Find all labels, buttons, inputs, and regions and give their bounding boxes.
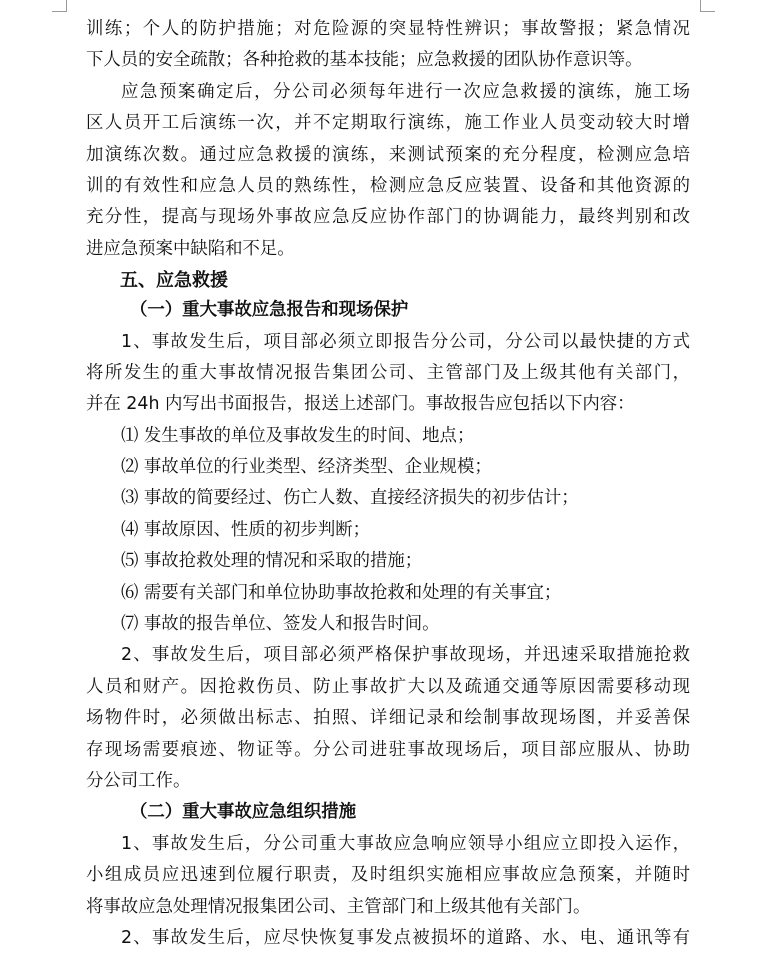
text-line: 训练；个人的防护措施；对危险源的突显特性辨识；事故警报；紧急情况 xyxy=(86,19,690,39)
text-line: 并在 24h 内写出书面报告，报送上述部门。事故报告应包括以下内容： xyxy=(86,394,635,415)
list-item: ⑺ 事故的报告单位、签发人和报告时间。 xyxy=(121,614,440,635)
text-line: 1、事故发生后，分公司重大事故应急响应领导小组应立即投入运作， xyxy=(121,833,690,854)
list-item: ⑸ 事故抢救处理的情况和采取的措施； xyxy=(121,551,423,572)
text-line: 训的有效性和应急人员的熟练性，检测应急反应装置、设备和其他资源的 xyxy=(86,175,690,196)
page-corner-mark-left xyxy=(52,0,67,12)
text-line: 2、事故发生后，应尽快恢复事发点被损坏的道路、水、电、通讯等有 xyxy=(121,927,690,948)
page-corner-mark-right xyxy=(700,0,715,12)
text-line: 充分性，提高与现场外事故应急反应协作部门的协调能力，最终判别和改 xyxy=(86,207,690,228)
text-line: 人员和财产。因抢救伤员、防止事故扩大以及疏通交通等原因需要移动现 xyxy=(86,676,690,697)
text-line: 场物件时，必须做出标志、拍照、详细记录和绘制事故现场图，并妥善保 xyxy=(86,708,690,729)
list-item: ⑵ 事故单位的行业类型、经济类型、企业规模； xyxy=(121,457,492,478)
text-line: 分公司工作。 xyxy=(86,770,191,791)
text-line: 存现场需要痕迹、物证等。分公司进驻事故现场后，项目部应服从、协助 xyxy=(86,739,690,760)
subsection-heading: （一）重大事故应急报告和现场保护 xyxy=(130,300,409,321)
text-line: 小组成员应迅速到位履行职责，及时组织实施相应事故应急预案，并随时 xyxy=(86,865,690,886)
text-line: 加演练次数。通过应急救援的演练，来测试预案的充分程度，检测应急培 xyxy=(86,144,690,165)
text-line: 1、事故发生后，项目部必须立即报告分公司，分公司以最快捷的方式 xyxy=(121,331,690,352)
list-item: ⑶ 事故的简要经过、伤亡人数、直接经济损失的初步估计； xyxy=(121,488,579,509)
text-line: 将所发生的重大事故情况报告集团公司、主管部门及上级其他有关部门， xyxy=(86,362,690,383)
subsection-heading: （二）重大事故应急组织措施 xyxy=(130,802,357,823)
section-heading: 五、应急救援 xyxy=(120,270,228,292)
text-line: 将事故应急处理情况报集团公司、主管部门和上级其他有关部门。 xyxy=(86,896,591,917)
text-line: 进应急预案中缺陷和不足。 xyxy=(86,238,295,259)
text-line: 2、事故发生后，项目部必须严格保护事故现场，并迅速采取措施抢救 xyxy=(121,645,690,666)
text-line: 区人员开工后演练一次，并不定期取行演练，施工作业人员变动较大时增 xyxy=(86,113,690,134)
list-item: ⑹ 需要有关部门和单位协助事故抢救和处理的有关事宜； xyxy=(121,582,562,603)
list-item: ⑴ 发生事故的单位及事故发生的时间、地点； xyxy=(121,425,475,446)
text-line: 下人员的安全疏散；各种抢救的基本技能；应急救援的团队协作意识等。 xyxy=(86,50,643,71)
text-line: 应急预案确定后，分公司必须每年进行一次应急救援的演练，施工场 xyxy=(121,81,690,102)
document-body xyxy=(86,14,690,954)
list-item: ⑷ 事故原因、性质的初步判断； xyxy=(121,519,370,540)
